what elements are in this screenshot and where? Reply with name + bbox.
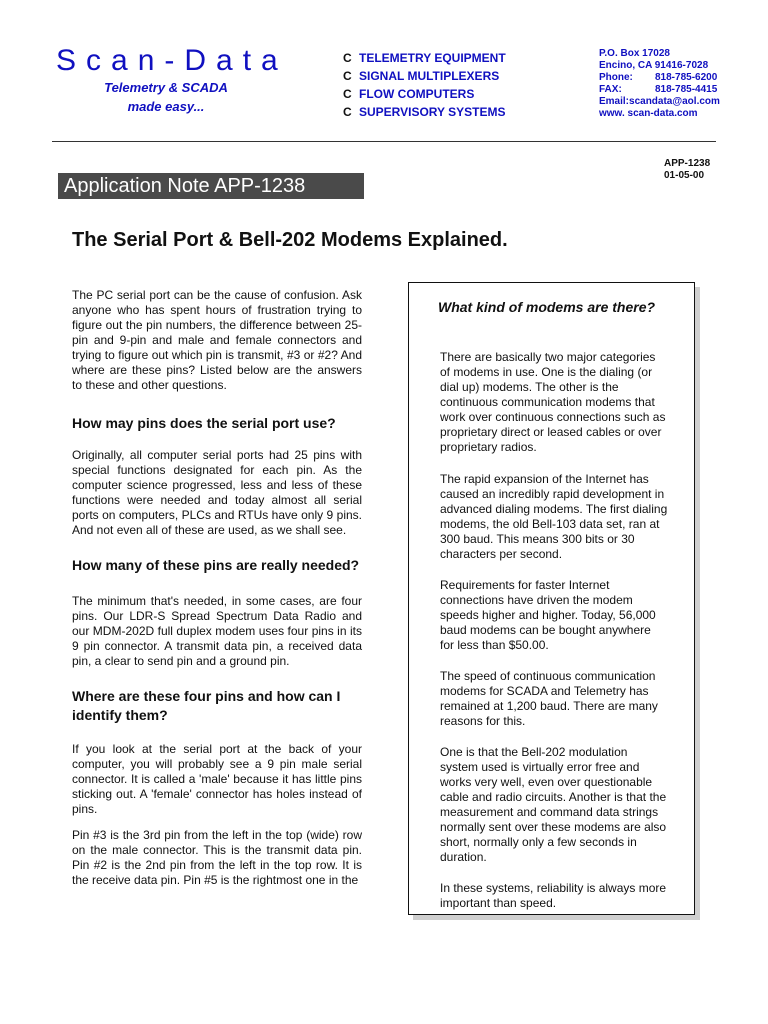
header-divider [52, 141, 716, 142]
phone-label: Phone: [599, 72, 633, 83]
po-box: P.O. Box 17028 [599, 48, 670, 59]
paragraph-identify-pins: If you look at the serial port at the back of your computer, you will probably see a 9 pin male serial connector. It is called a 'male' because it has little pins sticking out. A 'female' connector has holes instead of pins. [72, 742, 362, 816]
document-code: APP-1238 [664, 158, 711, 169]
fax-label: FAX: [599, 84, 622, 95]
sidebar-title: What kind of modems are there? [438, 299, 656, 315]
bullet-icon: C [343, 51, 352, 65]
page-title: The Serial Port & Bell-202 Modems Explained. [72, 229, 508, 251]
service-label: SIGNAL MULTIPLEXERS [359, 69, 500, 83]
service-label: SUPERVISORY SYSTEMS [359, 105, 506, 119]
service-item [343, 103, 506, 121]
fax-number: 818-785-4415 [655, 84, 718, 95]
company-logo-text: Scan-Data [56, 44, 288, 77]
section-heading-pins-needed: How many of these pins are really needed? [72, 557, 360, 573]
bullet-icon: C [343, 105, 352, 119]
sidebar-paragraph: The speed of continuous communication modems for SCADA and Telemetry has remained at 1,200 baud. There are many reasons for this. [440, 669, 658, 728]
services-list [343, 49, 506, 121]
application-note-banner: Application Note APP-1238 [58, 173, 364, 199]
service-item [343, 85, 506, 103]
phone-number: 818-785-6200 [655, 72, 718, 83]
email-link[interactable]: Email:scandata@aol.com [599, 96, 720, 107]
bullet-icon: C [343, 87, 352, 101]
sidebar-paragraph: Requirements for faster Internet connections have driven the modem speeds higher and higher. Today, 56,000 baud modems can be bought anywhere for less than $50.00. [440, 578, 656, 652]
contact-block [599, 48, 720, 120]
section-heading-identify-pins: Where are these four pins and how can I identify them? [72, 688, 341, 723]
section-heading-pins-used: How may pins does the serial port use? [72, 415, 336, 431]
service-label: TELEMETRY EQUIPMENT [359, 51, 506, 65]
sidebar-paragraph: One is that the Bell-202 modulation system used is virtually error free and works very well, even over questionable cable and radio circuits. Another is that the measurement and command data strings normally sent over these modems are also short, normally only a few seconds in duration. [440, 745, 667, 864]
sidebar-box [408, 282, 695, 915]
service-item [343, 49, 506, 67]
sidebar-paragraph: The rapid expansion of the Internet has caused an incredibly rapid development in advanced dialing modems. The first dialing modems, the old Bell-103 data set, ran at 300 baud. This means 300 bits or 30 characters per second. [440, 472, 668, 561]
city-address: Encino, CA 91416-7028 [599, 60, 709, 71]
sidebar-body [440, 350, 668, 911]
paragraph-pins-needed: The minimum that's needed, in some cases, are four pins. Our LDR-S Spread Spectrum Data Radio and our MDM-202D full duplex modem uses four pins in its 9 pin connector. A transmit data pin, a received data pin, a clear to send pin and a ground pin. [72, 594, 362, 668]
service-item [343, 67, 506, 85]
sidebar-paragraph: In these systems, reliability is always more important than speed. [440, 881, 667, 910]
document-date: 01-05-00 [664, 170, 705, 181]
fax-line [599, 84, 720, 96]
paragraph-pin-locations: Pin #3 is the 3rd pin from the left in the top (wide) row on the male connector. This is the transmit data pin. Pin #2 is the 2nd pin from the left in the top row. It is the receive data pin. Pin #5 is the rightmost one in the [72, 828, 362, 887]
paragraph-pins-used: Originally, all computer serial ports had 25 pins with special functions designated for each pin. As the computer science progressed, less and less of these functions were needed and today almost all serial ports on computers, PLCs and RTUs have only 9 pins. And not even all of these are used, as we shall see. [72, 448, 362, 537]
website-link[interactable]: www. scan-data.com [599, 108, 698, 119]
phone-line [599, 72, 720, 84]
tagline-line-2: made easy... [127, 99, 205, 114]
tagline-line-1: Telemetry & SCADA [104, 80, 228, 95]
document-code-block [664, 158, 710, 182]
main-column [72, 288, 362, 888]
service-label: FLOW COMPUTERS [359, 87, 475, 101]
intro-paragraph: The PC serial port can be the cause of confusion. Ask anyone who has spent hours of frustration trying to figure out the pin numbers, the difference between 25-pin and 9-pin and male and female connectors and trying to figure out which pin is transmit, #3 or #2? And where are these pins? Listed below are the answers to these and other questions. [72, 288, 362, 392]
sidebar-paragraph: There are basically two major categories of modems in use. One is the dialing (or dial up) modems. The other is the continuous communication modems that work over continuous connections such as proprietary direct or leased cables or over proprietary radios. [440, 350, 666, 454]
bullet-icon: C [343, 69, 352, 83]
